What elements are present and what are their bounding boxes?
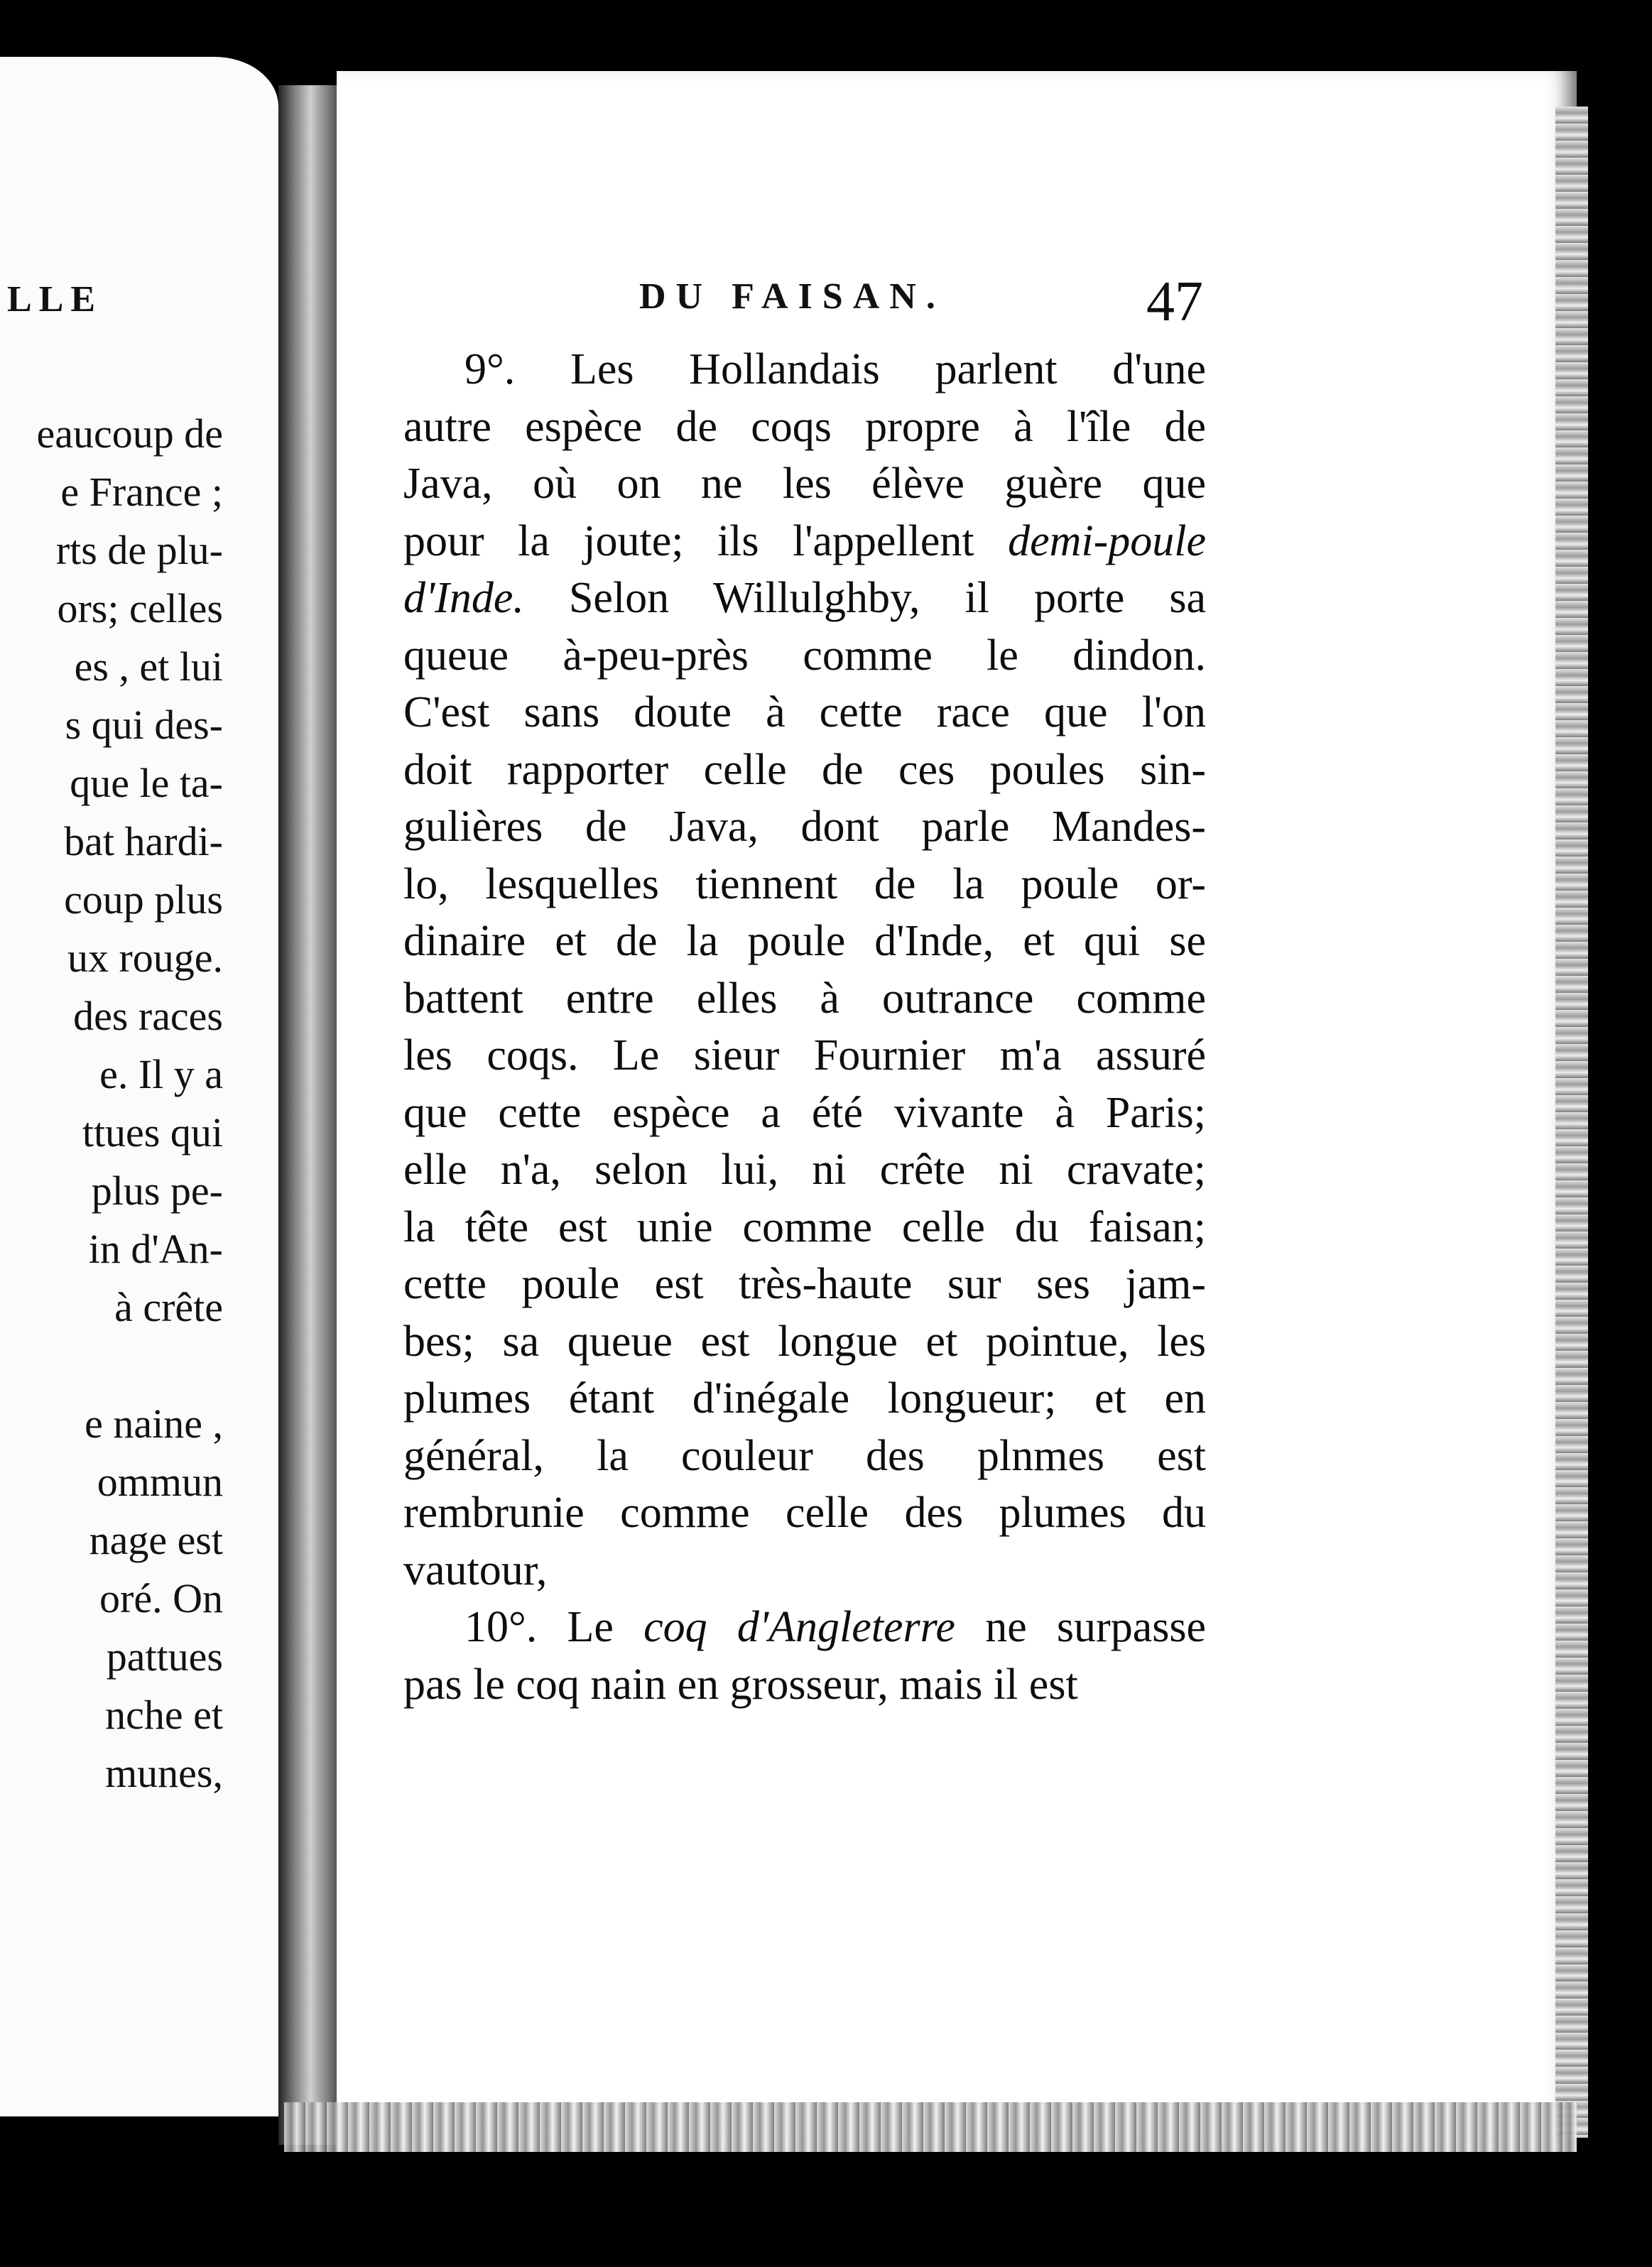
left-running-head: LLE [7, 279, 103, 320]
left-text-line: e France ; [60, 469, 223, 515]
text-line: queue à-peu-près comme le dindon. [403, 631, 1206, 680]
text-line: la tête est unie comme celle du faisan; [403, 1202, 1206, 1251]
text-line: C'est sans doute à cette race que l'on [403, 688, 1206, 736]
left-text-line: plus pe- [91, 1168, 223, 1214]
left-page [0, 57, 278, 2116]
left-text-line: bat hardi- [64, 818, 223, 864]
left-text-line: eaucoup de [36, 411, 223, 457]
text-line: rembrunie comme celle des plumes du [403, 1489, 1206, 1537]
italic-text-run: d'Inde. [403, 574, 524, 622]
left-text-line: nage est [89, 1517, 223, 1563]
italic-text-run: demi-poule [1008, 516, 1206, 565]
left-text-line: que le ta- [70, 760, 223, 806]
page-number: 47 [1146, 271, 1203, 333]
page-edge-right [1555, 107, 1588, 2138]
text-line: que cette espèce a été vivante à Paris; [403, 1088, 1206, 1137]
page-edge-bottom [284, 2102, 1577, 2152]
left-text-line: oré. On [99, 1575, 223, 1621]
left-text-line: e. Il y a [99, 1051, 223, 1097]
text-line: battent entre elles à outrance comme [403, 974, 1206, 1023]
text-line: les coqs. Le sieur Fournier m'a assuré [403, 1031, 1206, 1080]
text-line [403, 570, 1206, 627]
left-text-line: ttues qui [82, 1109, 223, 1156]
text-line: vautour, [403, 1545, 548, 1594]
left-text-line: rts de plu- [55, 527, 223, 573]
left-text-line: ors; celles [57, 585, 223, 631]
book-gutter [278, 85, 337, 2145]
left-page-text [0, 405, 278, 1803]
text-run: Selon Willulghby, il porte sa [523, 574, 1206, 622]
text-line: plumes étant d'inégale longueur; et en [403, 1374, 1206, 1423]
left-text-line: coup plus [64, 876, 223, 923]
text-line [403, 1599, 1206, 1656]
text-line: doit rapporter celle de ces poules sin- [403, 745, 1206, 794]
text-line: lo, lesquelles tiennent de la poule or- [403, 859, 1206, 908]
text-line: 9°. Les Hollandais parlent d'une [464, 345, 1206, 393]
left-text-line: ommun [97, 1459, 223, 1505]
text-line: dinaire et de la poule d'Inde, et qui se [403, 917, 1206, 965]
left-text-line: s qui des- [65, 702, 223, 748]
left-text-line: ux rouge. [67, 935, 223, 981]
text-line: bes; sa queue est longue et pointue, les [403, 1317, 1206, 1366]
text-line: général, la couleur des plnmes est [403, 1431, 1206, 1480]
text-line: Java, où on ne les élève guère que [403, 460, 1206, 508]
text-line: pas le coq nain en grosseur, mais il est [403, 1660, 1078, 1709]
left-text-line: e naine , [85, 1401, 223, 1447]
left-text-line: à crête [114, 1284, 223, 1330]
text-line: autre espèce de coqs propre à l'île de [403, 402, 1206, 451]
left-text-line: munes, [105, 1750, 223, 1796]
running-head: DU FAISAN. [639, 276, 945, 317]
text-line: elle n'a, selon lui, ni crête ni cravate; [403, 1146, 1206, 1194]
text-line: cette poule est très-haute sur ses jam- [403, 1260, 1206, 1308]
text-run: ne surpasse [955, 1603, 1206, 1651]
left-text-line: nche et [105, 1692, 223, 1738]
text-line [403, 513, 1206, 570]
text-line: gulières de Java, dont parle Mandes- [403, 803, 1206, 851]
body-text [403, 341, 1206, 1713]
italic-text-run: coq d'Angleterre [643, 1603, 955, 1651]
text-run: 10°. Le [464, 1603, 644, 1651]
left-text-line: des races [73, 993, 223, 1039]
left-text-line [0, 1337, 278, 1395]
text-run: pour la joute; ils l'appellent [403, 516, 1009, 565]
left-text-line: pattues [106, 1633, 223, 1680]
left-text-line: es , et lui [74, 643, 223, 690]
left-text-line: in d'An- [88, 1226, 223, 1272]
